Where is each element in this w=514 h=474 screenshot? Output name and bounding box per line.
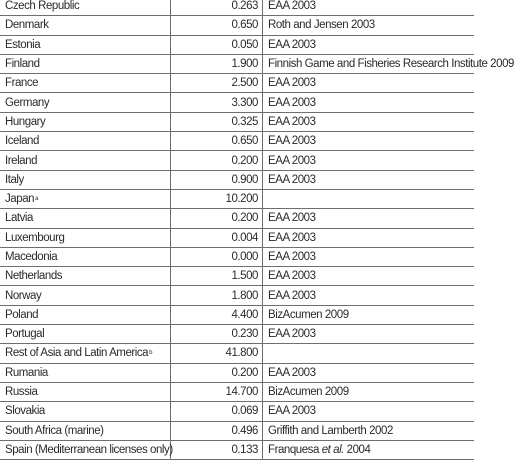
country-name: Macedonia (5, 251, 58, 263)
source-text: EAA 2003 (268, 366, 316, 379)
country-cell (5, 402, 170, 420)
source-cell (268, 190, 474, 208)
table-row (0, 55, 514, 74)
source-text: EAA 2003 (268, 328, 316, 341)
source-text: EAA 2003 (268, 231, 316, 244)
country-name: Japan (5, 193, 35, 206)
value-cell: 1.800 (231, 289, 258, 302)
source-cell (268, 16, 474, 34)
country-cell (5, 209, 170, 227)
table-row (0, 151, 474, 170)
value-cell: 1.900 (231, 58, 258, 71)
table-row (0, 306, 474, 325)
source-text: Griffith and Lamberth 2002 (268, 424, 393, 437)
table-row (0, 0, 474, 16)
country-name: Finland (5, 58, 40, 71)
table-row (0, 171, 474, 190)
country-name: Iceland (5, 135, 39, 148)
source-cell (268, 151, 474, 169)
source-cell (268, 306, 474, 324)
country-name: Rest of Asia and Latin America (5, 347, 149, 360)
table-row (0, 383, 474, 402)
country-name: Norway (5, 289, 42, 302)
source-cell (268, 93, 474, 111)
value-cell: 41.800 (225, 347, 258, 360)
table-row (0, 132, 474, 151)
source-text: EAA 2003 (268, 0, 316, 13)
source-text: EAA 2003 (268, 251, 316, 263)
country-cell (5, 74, 170, 92)
source-cell (268, 344, 474, 362)
source-text: BizAcumen 2009 (268, 308, 349, 321)
table-row (0, 16, 474, 35)
country-name: Hungary (5, 115, 46, 128)
value-cell: 0.069 (231, 405, 258, 418)
country-cell (5, 364, 170, 382)
country-name: Latvia (5, 212, 33, 225)
country-cell (5, 132, 170, 150)
source-cell (268, 113, 474, 131)
table-row (0, 364, 474, 383)
country-name: Slovakia (5, 405, 45, 418)
country-cell (5, 325, 170, 343)
value-cell: 0.325 (231, 115, 258, 128)
value-cell: 0.200 (231, 212, 258, 225)
table-row (0, 267, 474, 286)
source-cell (268, 209, 474, 227)
source-text: Franquesa et al. 2004 (268, 443, 371, 456)
table-row (0, 36, 474, 55)
source-text: EAA 2003 (268, 96, 316, 109)
source-text: EAA 2003 (268, 270, 316, 283)
value-cell: 3.300 (231, 96, 258, 109)
table-row (0, 344, 474, 363)
country-name: Czech Republic (5, 0, 80, 13)
table-row (0, 229, 474, 248)
value-cell: 1.500 (231, 270, 258, 283)
value-cell: 0.000 (231, 251, 258, 263)
source-text: EAA 2003 (268, 212, 316, 225)
source-text: EAA 2003 (268, 173, 316, 186)
value-cell: 0.900 (231, 173, 258, 186)
table-row (0, 248, 474, 267)
table-row (0, 113, 474, 132)
country-name: Denmark (5, 19, 49, 32)
table-row (0, 441, 474, 460)
source-cell (268, 325, 474, 343)
source-cell (268, 132, 474, 150)
source-text: EAA 2003 (268, 405, 316, 418)
value-cell: 0.050 (231, 38, 258, 51)
country-cell (5, 286, 170, 304)
country-name: France (5, 77, 39, 90)
table-row (0, 422, 474, 441)
source-text: EAA 2003 (268, 154, 316, 167)
value-cell: 0.230 (231, 328, 258, 341)
country-name: Italy (5, 173, 24, 186)
source-cell (268, 229, 474, 247)
table-row (0, 209, 474, 228)
country-name: Netherlands (5, 270, 63, 283)
source-cell (268, 36, 474, 54)
country-cell (5, 267, 170, 285)
table-row (0, 286, 474, 305)
source-text: EAA 2003 (268, 77, 316, 90)
country-name: Estonia (5, 38, 41, 51)
country-name: Germany (5, 96, 50, 109)
country-name: Luxembourg (5, 231, 65, 244)
value-cell: 2.500 (231, 77, 258, 90)
value-cell: 0.650 (231, 135, 258, 148)
country-cell (5, 113, 170, 131)
country-name: South Africa (marine) (5, 424, 104, 437)
country-cell (5, 383, 170, 401)
source-cell (268, 74, 474, 92)
source-cell (268, 383, 474, 401)
source-cell (268, 364, 474, 382)
value-cell: 0.496 (231, 424, 258, 437)
country-cell: Japan a (5, 193, 38, 206)
table-row (0, 74, 474, 93)
source-text: EAA 2003 (268, 115, 316, 128)
value-cell: 0.004 (231, 231, 258, 244)
value-cell: 14.700 (225, 386, 258, 399)
country-cell (5, 229, 170, 247)
source-text: EAA 2003 (268, 289, 316, 302)
source-cell (268, 267, 474, 285)
source-text: EAA 2003 (268, 135, 316, 148)
source-text: Roth and Jensen 2003 (268, 19, 375, 32)
source-cell (268, 422, 474, 440)
country-name: Ireland (5, 154, 38, 167)
value-cell: 0.133 (231, 443, 258, 456)
country-cell (5, 441, 173, 459)
table-row (0, 93, 474, 112)
value-cell: 0.200 (231, 366, 258, 379)
source-text: BizAcumen 2009 (268, 386, 349, 399)
value-cell: 0.200 (231, 154, 258, 167)
country-cell (5, 0, 170, 15)
country-cell (5, 16, 170, 34)
source-cell (268, 402, 474, 420)
country-name: Portugal (5, 328, 45, 341)
country-cell (5, 422, 170, 440)
table-row (0, 190, 474, 209)
value-cell: 0.263 (231, 0, 258, 13)
country-cell (5, 151, 170, 169)
table-row (0, 402, 474, 421)
country-name: Rumania (5, 366, 48, 379)
country-cell (5, 93, 170, 111)
country-cell (5, 248, 170, 266)
value-cell: 0.650 (231, 19, 258, 32)
source-text: EAA 2003 (268, 38, 316, 51)
value-cell: 10.200 (225, 193, 258, 206)
table-row (0, 325, 474, 344)
country-cell: Rest of Asia and Latin America b (5, 347, 153, 360)
country-name: Poland (5, 308, 39, 321)
source-cell (268, 286, 474, 304)
country-cell (5, 171, 170, 189)
country-cell (5, 306, 170, 324)
country-name: Spain (Mediterranean licenses only) (5, 443, 173, 456)
source-cell (268, 441, 474, 459)
country-cell (5, 55, 170, 73)
value-cell: 4.400 (231, 308, 258, 321)
source-cell (268, 248, 474, 266)
country-cell (5, 36, 170, 54)
source-cell (268, 55, 514, 73)
source-cell (268, 0, 474, 15)
country-name: Russia (5, 386, 38, 399)
source-text: Finnish Game and Fisheries Research Institute 2009 (268, 58, 514, 71)
source-cell (268, 171, 474, 189)
